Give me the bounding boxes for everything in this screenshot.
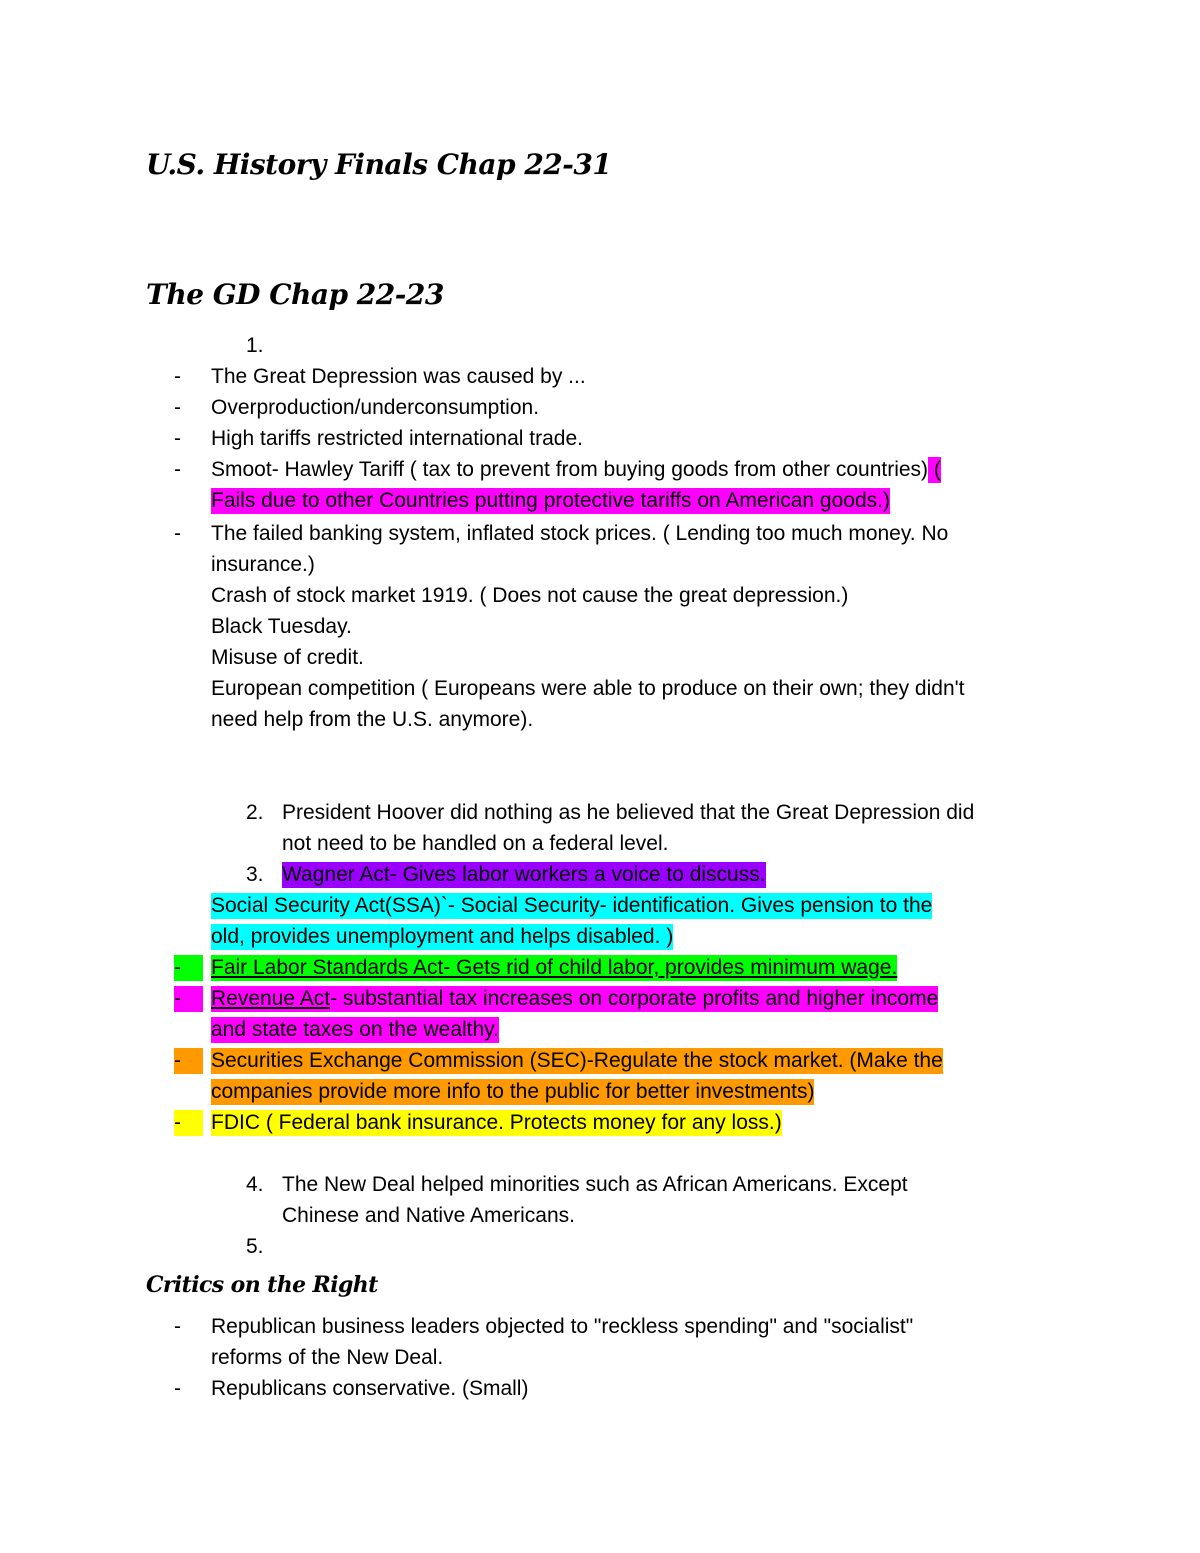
list-number-2: 2. (246, 801, 264, 824)
highlight-magenta: ( (928, 458, 941, 481)
highlight-purple: Wagner Act- Gives labor workers a voice to discuss. (282, 863, 766, 886)
list-item (282, 862, 766, 888)
bullet-dash: - (174, 396, 181, 419)
section-heading-critics: Critics on the Right (146, 1272, 378, 1298)
bullet-dash: - (174, 522, 181, 545)
list-number-5: 5. (246, 1235, 264, 1258)
list-item (211, 1110, 782, 1136)
list-item (211, 1048, 943, 1074)
highlight-green: Fair Labor Standards Act- Gets rid of child labor, provides minimum wage. (211, 956, 898, 979)
highlight-orange: companies provide more info to the public for better investments) (211, 1080, 815, 1103)
bullet-dash: - (174, 427, 181, 450)
highlight-yellow: - (174, 1110, 203, 1136)
list-item-continuation: Black Tuesday. (211, 615, 352, 638)
list-item-continuation: reforms of the New Deal. (211, 1346, 444, 1369)
bullet-dash (174, 1110, 203, 1136)
list-item-continuation (211, 924, 673, 950)
list-number-4: 4. (246, 1173, 264, 1196)
highlight-magenta: - (174, 986, 203, 1012)
highlight-magenta: and state taxes on the wealthy. (211, 1018, 499, 1041)
highlight-orange: Securities Exchange Commission (SEC)-Regulate the stock market. (Make the (211, 1049, 943, 1072)
list-item-continuation: European competition ( Europeans were able to produce on their own; they didn't (211, 677, 965, 700)
highlight-green: - (174, 955, 203, 981)
list-item-continuation: Crash of stock market 1919. ( Does not cause the great depression.) (211, 584, 849, 607)
smoot-hawley-text: Smoot- Hawley Tariff ( tax to prevent from buying goods from other countries) (211, 458, 929, 481)
list-item: High tariffs restricted international trade. (211, 427, 583, 450)
highlight-cyan: old, provides unemployment and helps disabled. ) (211, 925, 674, 948)
list-item (211, 955, 897, 981)
bullet-dash (174, 955, 203, 981)
list-item (211, 893, 932, 919)
highlight-orange: - (174, 1048, 203, 1074)
list-item-continuation (211, 1079, 814, 1105)
list-item-continuation: need help from the U.S. anymore). (211, 708, 534, 731)
list-item: President Hoover did nothing as he believed that the Great Depression did (282, 801, 975, 824)
list-item (211, 986, 938, 1012)
list-item-continuation: not need to be handled on a federal level. (282, 832, 669, 855)
list-item: Republicans conservative. (Small) (211, 1377, 529, 1400)
list-item-continuation (211, 1017, 499, 1043)
bullet-dash (174, 986, 203, 1012)
list-item-continuation (211, 488, 890, 514)
list-item: The New Deal helped minorities such as African Americans. Except (282, 1173, 908, 1196)
bullet-dash (174, 1048, 203, 1074)
list-item: Overproduction/underconsumption. (211, 396, 540, 419)
list-item: The Great Depression was caused by ... (211, 365, 586, 388)
highlight-yellow: FDIC ( Federal bank insurance. Protects money for any loss.) (211, 1111, 782, 1134)
section-heading-gd: The GD Chap 22-23 (146, 278, 444, 311)
bullet-dash: - (174, 458, 181, 481)
list-item: Republican business leaders objected to "reckless spending" and "socialist" (211, 1315, 914, 1338)
revenue-act-label: Revenue Act (211, 987, 331, 1010)
list-item-continuation: insurance.) (211, 553, 315, 576)
list-item (211, 457, 941, 483)
bullet-dash: - (174, 365, 181, 388)
list-number-1: 1. (246, 334, 264, 357)
bullet-dash: - (174, 1377, 181, 1400)
list-item: The failed banking system, inflated stock prices. ( Lending too much money. No (211, 522, 949, 545)
bullet-dash: - (174, 1315, 181, 1338)
highlight-cyan: Social Security Act(SSA)`- Social Security- identification. Gives pension to the (211, 894, 933, 917)
list-number-3: 3. (246, 863, 264, 886)
highlight-magenta: - substantial tax increases on corporate profits and higher income (330, 987, 939, 1010)
list-item-continuation: Chinese and Native Americans. (282, 1204, 575, 1227)
document-title: U.S. History Finals Chap 22-31 (146, 148, 612, 181)
highlight-magenta: Fails due to other Countries putting protective tariffs on American goods.) (211, 489, 890, 512)
list-item-continuation: Misuse of credit. (211, 646, 364, 669)
